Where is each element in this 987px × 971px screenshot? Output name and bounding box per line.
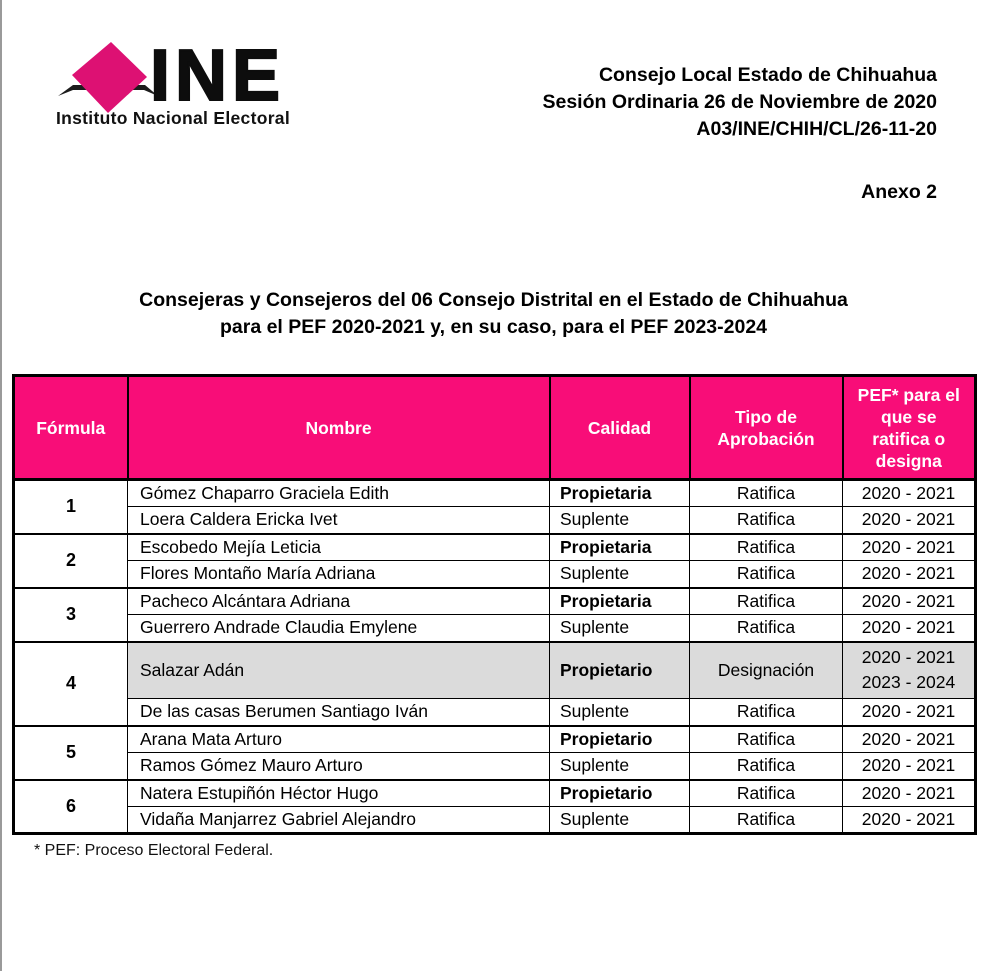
table-row <box>14 534 976 561</box>
table-body <box>14 480 976 834</box>
cell-nombre: Arana Mata Arturo <box>128 726 550 753</box>
cell-pef: 2020 - 2021 <box>843 753 976 780</box>
cell-pef: 2020 - 2021 <box>843 507 976 534</box>
cell-calidad: Propietario <box>550 726 690 753</box>
cell-formula: 4 <box>14 642 128 726</box>
table-row <box>14 615 976 642</box>
cell-tipo-aprobacion: Ratifica <box>690 534 843 561</box>
cell-tipo-aprobacion: Ratifica <box>690 480 843 507</box>
pef-line-1: 2020 - 2021 <box>861 647 956 668</box>
cell-pef: 2020 - 2021 <box>843 534 976 561</box>
ine-ballot-diamond-icon <box>58 42 158 114</box>
cell-tipo-aprobacion: Ratifica <box>690 699 843 726</box>
cell-calidad: Propietaria <box>550 480 690 507</box>
cell-tipo-aprobacion: Ratifica <box>690 780 843 807</box>
cell-formula: 5 <box>14 726 128 780</box>
cell-pef: 2020 - 2021 <box>843 561 976 588</box>
cell-tipo-aprobacion: Ratifica <box>690 615 843 642</box>
annex-label: Anexo 2 <box>861 181 937 203</box>
cell-tipo-aprobacion: Ratifica <box>690 807 843 834</box>
table-header-row <box>14 376 976 480</box>
document-title <box>0 287 987 341</box>
document-title-line-1: Consejeras y Consejeros del 06 Consejo Distrital en el Estado de Chihuahua <box>139 289 848 311</box>
pef-line-2: 2023 - 2024 <box>861 672 956 693</box>
cell-calidad: Propietaria <box>550 534 690 561</box>
cell-pef: 2020 - 2021 <box>843 615 976 642</box>
cell-nombre: De las casas Berumen Santiago Iván <box>128 699 550 726</box>
col-header-pef: PEF* para el que se ratifica o designa <box>843 376 976 480</box>
table-row <box>14 726 976 753</box>
col-header-nombre: Nombre <box>128 376 550 480</box>
ine-logo <box>55 38 355 133</box>
col-header-tipo-aprobacion: Tipo de Aprobación <box>690 376 843 480</box>
cell-nombre: Escobedo Mejía Leticia <box>128 534 550 561</box>
table-header <box>14 376 976 480</box>
document-title-line-2: para el PEF 2020-2021 y, en su caso, para el PEF 2023-2024 <box>219 316 768 338</box>
cell-pef: 2020 - 2021 <box>843 807 976 834</box>
cell-nombre: Loera Caldera Ericka Ivet <box>128 507 550 534</box>
col-header-formula: Fórmula <box>14 376 128 480</box>
table-row <box>14 699 976 726</box>
cell-tipo-aprobacion: Ratifica <box>690 507 843 534</box>
cell-nombre: Ramos Gómez Mauro Arturo <box>128 753 550 780</box>
cell-calidad: Suplente <box>550 753 690 780</box>
scan-edge-line <box>0 0 2 971</box>
cell-nombre: Gómez Chaparro Graciela Edith <box>128 480 550 507</box>
cell-calidad: Suplente <box>550 507 690 534</box>
cell-calidad: Suplente <box>550 561 690 588</box>
cell-calidad: Propietaria <box>550 588 690 615</box>
cell-nombre: Vidaña Manjarrez Gabriel Alejandro <box>128 807 550 834</box>
cell-calidad: Propietario <box>550 780 690 807</box>
ballot-diamond-shape <box>72 42 147 113</box>
cell-pef: 2020 - 2021 <box>843 699 976 726</box>
session-header-line-1: Consejo Local Estado de Chihuahua <box>598 64 937 86</box>
cell-nombre: Salazar Adán <box>128 642 550 699</box>
cell-nombre: Natera Estupiñón Héctor Hugo <box>128 780 550 807</box>
cell-tipo-aprobacion: Ratifica <box>690 588 843 615</box>
cell-pef: 2020 - 2021 <box>843 588 976 615</box>
cell-tipo-aprobacion: Ratifica <box>690 561 843 588</box>
cell-formula: 2 <box>14 534 128 588</box>
table-row <box>14 780 976 807</box>
cell-tipo-aprobacion: Ratifica <box>690 726 843 753</box>
cell-formula: 6 <box>14 780 128 834</box>
table-row <box>14 807 976 834</box>
consejeros-table <box>12 374 977 835</box>
session-header-line-2: Sesión Ordinaria 26 de Noviembre de 2020 <box>542 91 937 113</box>
cell-nombre: Flores Montaño María Adriana <box>128 561 550 588</box>
cell-calidad: Suplente <box>550 807 690 834</box>
table-row <box>14 561 976 588</box>
table-row <box>14 753 976 780</box>
logo-caption: Instituto Nacional Electoral <box>56 108 290 128</box>
session-header <box>542 62 937 143</box>
table-row-highlighted <box>14 642 976 699</box>
logo-acronym: INE <box>150 36 286 116</box>
table-row <box>14 480 976 507</box>
cell-pef: 2020 - 2021 <box>843 726 976 753</box>
cell-calidad: Suplente <box>550 615 690 642</box>
cell-tipo-aprobacion: Ratifica <box>690 753 843 780</box>
table-row <box>14 507 976 534</box>
cell-pef: 2020 - 2021 <box>843 480 976 507</box>
cell-formula: 3 <box>14 588 128 642</box>
col-header-calidad: Calidad <box>550 376 690 480</box>
pef-footnote: * PEF: Proceso Electoral Federal. <box>34 842 274 859</box>
cell-tipo-aprobacion: Designación <box>690 642 843 699</box>
cell-pef: 2020 - 2021 <box>843 780 976 807</box>
cell-calidad: Suplente <box>550 699 690 726</box>
cell-pef <box>843 642 976 699</box>
cell-calidad: Propietario <box>550 642 690 699</box>
cell-formula: 1 <box>14 480 128 534</box>
table-row <box>14 588 976 615</box>
cell-nombre: Guerrero Andrade Claudia Emylene <box>128 615 550 642</box>
session-header-line-3: A03/INE/CHIH/CL/26-11-20 <box>696 118 937 140</box>
cell-nombre: Pacheco Alcántara Adriana <box>128 588 550 615</box>
